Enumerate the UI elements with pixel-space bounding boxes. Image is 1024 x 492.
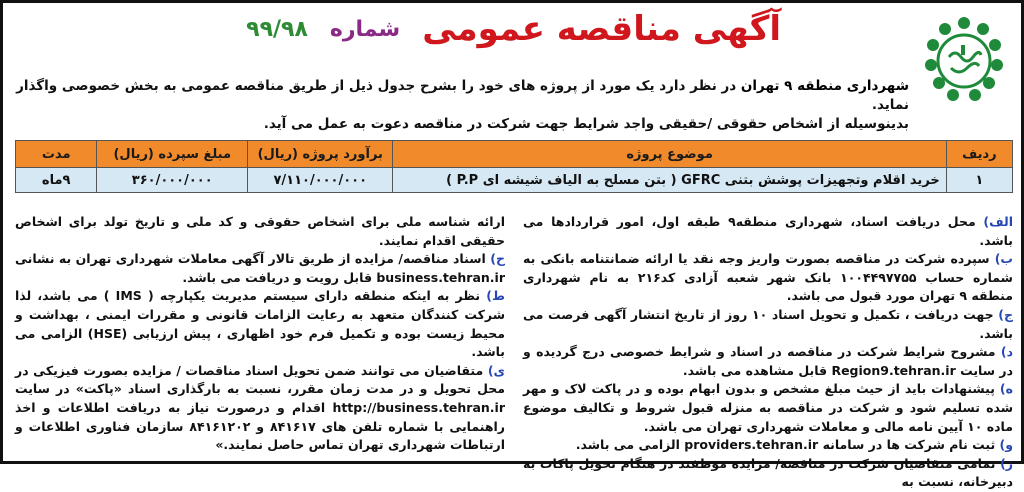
condition-text: ارائه شناسه ملی برای اشخاص حقوقی و کد ملی و تاریخ تولد برای اشخاص حقیقی اقدام نمایند. xyxy=(15,214,505,248)
condition-text: نظر به اینکه منطقه دارای سیستم مدیریت یکپارچه ( IMS ) می باشد، لذا شرکت کنندگان متعهد به رعایت الزامات قانونی و مقررات ایمنی ، بهداشت و محیط زیست بوده و تکمیل فرم خود اظهاری ، پیش ارزیابی (HSE) الزامی می باشد. xyxy=(15,288,505,360)
title-row xyxy=(221,9,781,49)
cell-subject: خرید اقلام وتجهیزات پوشش بتنی GFRC ( بتن مسلح به الیاف شیشه ای P.P ) xyxy=(393,168,946,193)
condition-text: محل دریافت اسناد، شهرداری منطقه۹ طبقه اول، امور قراردادها می باشد. xyxy=(523,214,1013,248)
ad-title: آگهی مناقصه عمومی xyxy=(422,9,781,49)
table-header-row xyxy=(16,141,1013,168)
header-row-number: ردیف xyxy=(946,141,1012,168)
intro-line2: بدینوسیله از اشخاص حقوقی /حقیقی واجد شرایط جهت شرکت در مناقصه دعوت به عمل می آید. xyxy=(263,116,909,132)
condition-marker: د) xyxy=(1000,344,1013,360)
conditions-left-column xyxy=(15,213,505,459)
condition-item xyxy=(15,287,505,361)
condition-marker: ب) xyxy=(994,251,1013,267)
condition-item xyxy=(523,436,1013,455)
header-deposit: مبلغ سپرده (ریال) xyxy=(97,141,248,168)
condition-marker: ه) xyxy=(999,381,1013,397)
condition-text: اسناد مناقصه/ مزایده از طریق تالار آگهی معاملات شهرداری تهران به نشانی business.tehran.ir قابل رویت و دریافت می باشد. xyxy=(15,251,505,285)
ad-number-value: ۹۹/۹۸ xyxy=(246,16,308,42)
intro-text xyxy=(9,77,909,134)
condition-marker: ط) xyxy=(486,288,505,304)
header-subject: موضوع پروژه xyxy=(393,141,946,168)
cell-duration: ۹ماه xyxy=(16,168,97,193)
conditions-right-column xyxy=(523,213,1013,490)
condition-text: ثبت نام شرکت ها در سامانه providers.tehran.ir الزامی می باشد. xyxy=(575,437,1000,453)
header-estimate: برآورد پروژه (ریال) xyxy=(248,141,393,168)
condition-marker: ی) xyxy=(487,362,505,378)
condition-text: تمامی متقاضیان شرکت در مناقصه/ مزایده موظفند در هنگام تحویل پاکات به دبیرخانه، نسبت به xyxy=(523,455,1013,490)
condition-text: مشروح شرایط شرکت در مناقصه در اسناد و شرایط خصوصی درج گردیده و در سایت Region9.tehran.ir قابل مشاهده می باشد. xyxy=(523,344,1013,378)
condition-text: متقاضیان می توانند ضمن تحویل اسناد مناقصات / مزایده بصورت فیزیکی در محل تحویل و در مدت زمان مقرر، نسبت به بارگذاری اسناد «پاکت» در سایت http://business.tehran.ir اقدام و درصورت نیاز به دریافت اطلاعات و اخذ راهنمایی با شماره تلفن های ۸۴۱۶۱۷ و ۸۴۱۶۱۲۰۲ سازمان فناوری اطلاعات و ارتباطات شهرداری تهران تماس حاصل نمایند.» xyxy=(15,362,505,453)
condition-item xyxy=(523,380,1013,436)
condition-text: پیشنهادات باید از حیث مبلغ مشخص و بدون ابهام بوده و در پاکت لاک و مهر شده تسلیم شود و شرکت در مناقصه به منزله قبول شروط و تکالیف موضوع ماده ۱۰ آیین نامه مالی و معاملات شهرداری تهران می باشد. xyxy=(523,381,1013,434)
table-row xyxy=(16,168,1013,193)
ad-number-label: شماره xyxy=(329,16,401,42)
condition-item xyxy=(15,250,505,287)
condition-text: جهت دریافت ، تکمیل و تحویل اسناد ۱۰ روز از تاریخ انتشار آگهی فرصت می باشد. xyxy=(523,306,1013,341)
header-duration: مدت xyxy=(16,141,97,168)
intro-line1: در نظر دارد یک مورد از پروژه های خود را بشرح جدول ذیل از طریق مناقصه عمومی به بخش خصوصی واگذار نماید. xyxy=(16,78,909,113)
cell-deposit: ۳۶۰/۰۰۰/۰۰۰ xyxy=(97,168,248,193)
condition-marker: و) xyxy=(999,437,1013,453)
condition-marker: ج) xyxy=(998,306,1013,322)
intro-lead: شهرداری منطقه ۹ تهران xyxy=(740,78,909,94)
condition-item xyxy=(523,306,1013,343)
condition-marker: ز) xyxy=(1000,455,1013,471)
cell-row-number: ۱ xyxy=(946,168,1012,193)
cell-estimate: ۷/۱۱۰/۰۰۰/۰۰۰ xyxy=(248,168,393,193)
condition-item xyxy=(523,343,1013,380)
tehran-municipality-logo xyxy=(921,13,1007,109)
condition-text: سپرده شرکت در مناقصه بصورت واریز وجه نقد یا ارائه ضمانتنامه بانکی به شماره حساب ۱۰۰۴۴۹۷۷۵۵ بانک شهر شعبه آزادی کد۲۱۶ به نام شهرداری منطقه ۹ تهران مورد قبول می باشد. xyxy=(523,251,1013,304)
condition-item xyxy=(15,362,505,455)
project-table xyxy=(15,140,1013,193)
conditions-body xyxy=(15,213,1013,490)
condition-item xyxy=(523,250,1013,306)
condition-item xyxy=(15,213,505,250)
condition-item xyxy=(523,455,1013,492)
condition-item xyxy=(523,213,1013,250)
condition-marker: الف) xyxy=(983,214,1013,229)
condition-marker: ح) xyxy=(490,251,505,267)
